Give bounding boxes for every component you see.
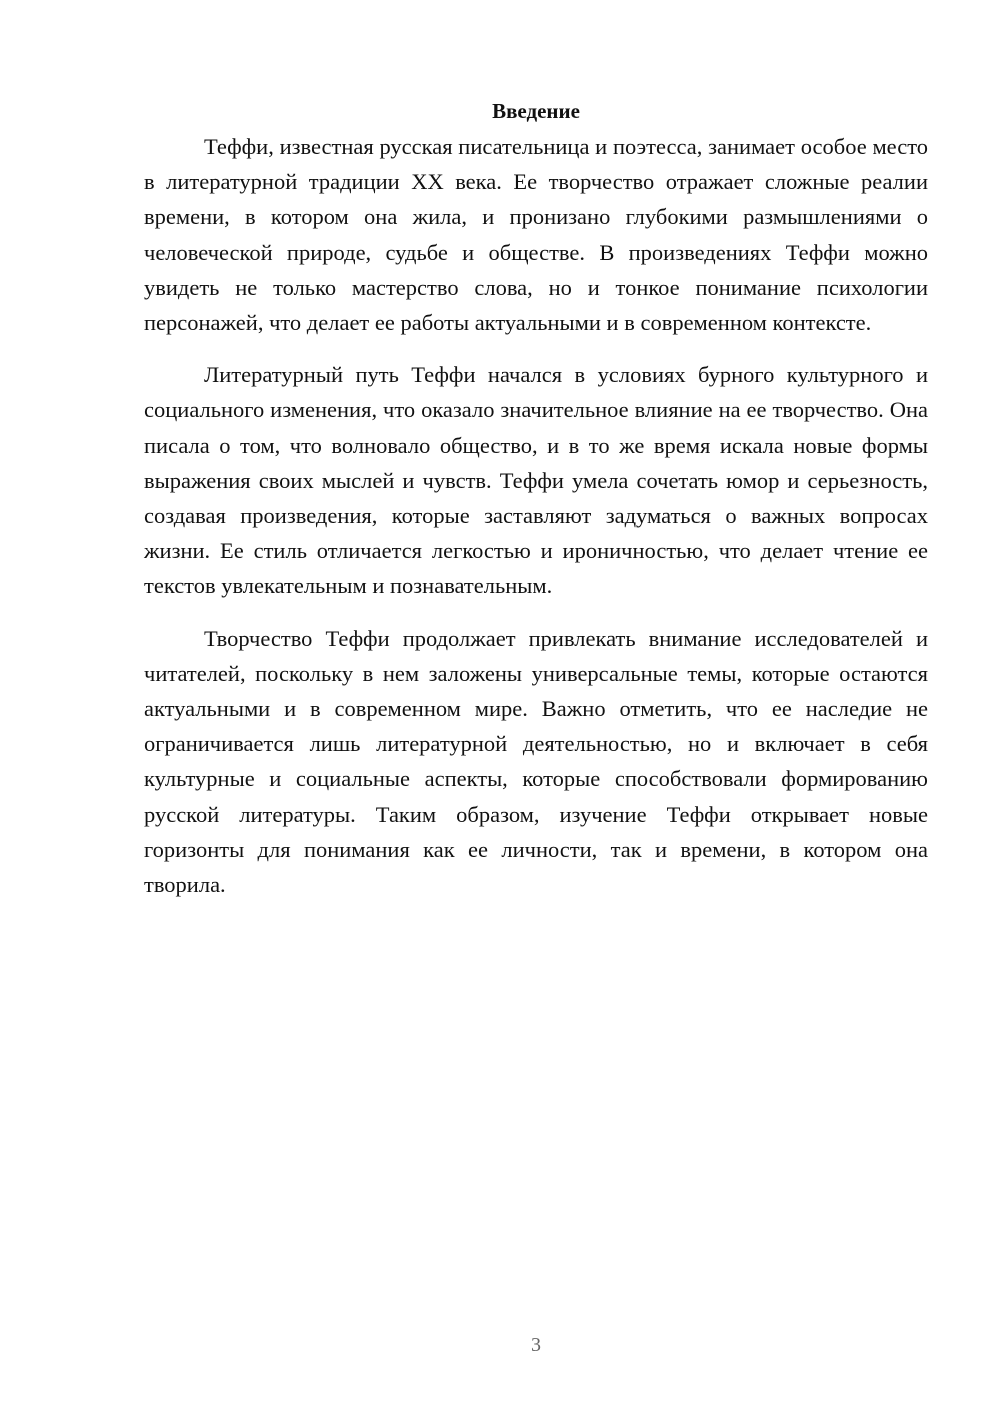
page-number: 3 <box>531 1334 541 1356</box>
paragraph-1: Теффи, известная русская писательница и поэтесса, занимает особое место в литературной традиции XX века. Ее творчество отражает сложные реалии времени, в котором она жила, и пронизано глубокими размышлениями о человеческой природе, судьбе и обществе. В произведениях Теффи можно увидеть не только мастерство слова, но и тонкое понимание психологии персонажей, что делает ее работы актуальными и в современном контексте. <box>144 134 928 336</box>
section-heading: Введение <box>492 99 580 123</box>
paragraph-3: Творчество Теффи продолжает привлекать внимание исследователей и читателей, поскольку в нем заложены универсальные темы, которые остаются актуальными и в современном мире. Важно отметить, что ее наследие не ограничивается лишь литературной деятельностью, но и включает в себя культурные и социальные аспекты, которые способствовали формированию русской литературы. Таким образом, изучение Теффи открывает новые горизонты для понимания как ее личности, так и времени, в котором она творила. <box>144 625 928 898</box>
page-content <box>144 94 928 919</box>
paragraph-2: Литературный путь Теффи начался в условиях бурного культурного и социального изменения, что оказало значительное влияние на ее творчество. Она писала о том, что волновало общество, и в то же время искала новые формы выражения своих мыслей и чувств. Теффи умела сочетать юмор и серьезность, создавая произведения, которые заставляют задуматься о важных вопросах жизни. Ее стиль отличается легкостью и ироничностью, что делает чтение ее текстов увлекательным и познавательным. <box>144 362 928 599</box>
